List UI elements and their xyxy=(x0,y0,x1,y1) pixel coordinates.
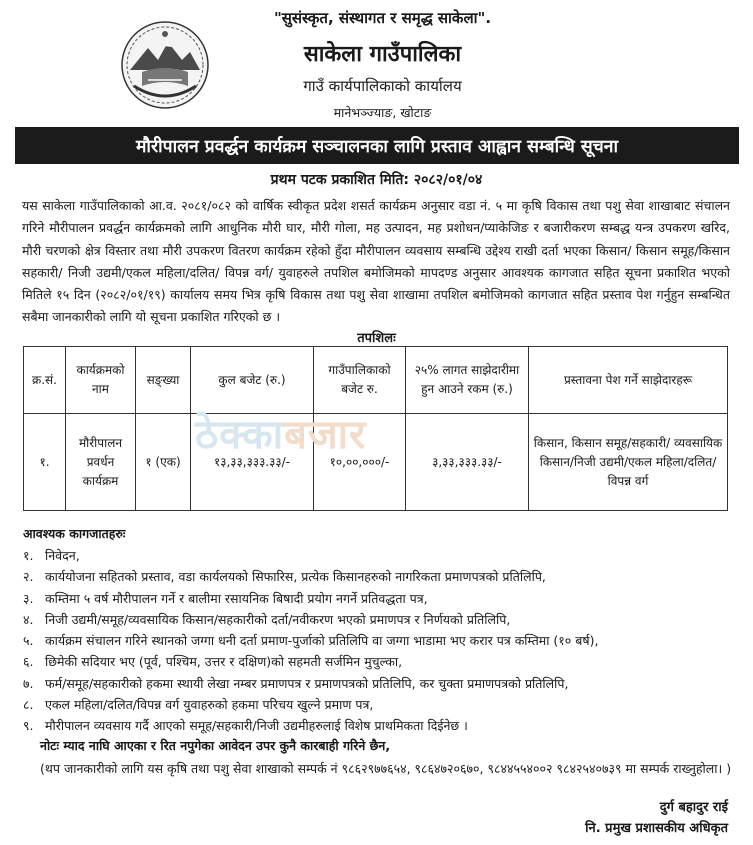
list-item-text: कार्यक्रम संचालन गरिने स्थानको जग्गा धनी दर्ता प्रमाण-पुर्जाको प्रतिलिपि वा जग्गा भाडामा भए करार पत्र कम्तिमा (१० बर्ष), xyxy=(45,633,599,649)
documents-heading: आवश्यक कागजातहरुः xyxy=(23,526,126,541)
column-header: कार्यक्रमको नाम xyxy=(66,347,136,414)
list-item-number: ८. xyxy=(23,697,34,713)
notice-banner: मौरीपालन प्रवर्द्धन कार्यक्रम सञ्चालनका लागि प्रस्ताव आह्वान सम्बन्धि सूचना xyxy=(15,127,739,164)
list-item-text: निजी उद्यमी/समूह/व्यवसायिक किसान/सहकारीको दर्ता/नवीकरण भएको प्रमाणपत्र र निर्णयको प्रतिलिपि, xyxy=(45,611,511,627)
list-item-number: ६. xyxy=(23,654,34,670)
table-cell: १ (एक) xyxy=(136,414,191,511)
list-item-number: ३. xyxy=(23,590,34,606)
program-table xyxy=(23,346,728,511)
list-item xyxy=(23,630,738,651)
office-address: मानेभञ्ज्याङ, खोटाङ xyxy=(333,105,432,120)
table-row xyxy=(24,414,728,511)
watermark-part-2: बजार xyxy=(284,412,367,458)
list-item-number: १. xyxy=(23,548,34,563)
list-item-text: कार्ययोजना सहितको प्रस्ताव, वडा कार्यलयको सिफारिस, प्रत्येक किसानहरुको नागरिकता प्रमाणपत्रको प्रतिलिपि, xyxy=(45,569,546,585)
table-cell: किसान, किसान समूह/सहकारी/ व्यवसायिक किसान/निजी उद्यमी/एकल महिला/दलित/विपन्न वर्ग xyxy=(529,414,728,511)
table-cell: ३,३३,३३३.३३/- xyxy=(406,414,529,511)
column-header: २५% लागत साझेदारीमा हुन आउने रकम (रु.) xyxy=(406,347,529,414)
list-item-number: ४. xyxy=(23,611,34,627)
list-item-text: मौरीपालन व्यवसाय गर्दै आएको समूह/सहकारी/निजी उद्यमीहरुलाई विशेष प्राथमिकता दिईनेछ । xyxy=(45,718,468,734)
column-header: सङ्ख्या xyxy=(136,347,191,414)
table-cell: १०,००,०००/- xyxy=(314,414,406,511)
list-item xyxy=(23,609,738,630)
list-item-number: ७. xyxy=(23,675,34,691)
list-item-number: ५. xyxy=(23,633,34,649)
list-item xyxy=(23,694,738,715)
table-cell: मौरीपालन प्रवर्धन कार्यक्रम xyxy=(66,414,136,511)
list-item xyxy=(23,545,738,566)
documents-list xyxy=(23,545,738,737)
list-item xyxy=(23,651,738,672)
column-header: कुल बजेट (रु.) xyxy=(191,347,314,414)
table-header-row xyxy=(24,347,728,414)
slogan: "सुसंस्कृत, संस्थागत र समृद्ध साकेला". xyxy=(273,9,492,27)
notice-body: यस साकेला गाउँपालिकाको आ.व. २०८१/०८२ को वार्षिक स्वीकृत प्रदेश शसर्त कार्यक्रम अनुसार वडा नं. ५ मा कृषि विकास तथा पशु सेवा शाखाबाट संचालन गरिने मौरीपालन प्रवर्द्धन कार्यक्रमको लागि आधुनिक मौरी घार, मौरी गोला, मह उत्पादन, मह प्रशोधन/प्याकेजिङ र बजारीकरण सम्बद्ध यन्त्र उपकरण खरिद, मौरी चरणको क्षेत्र विस्तार तथा मौरी उपकरण वितरण कार्यक्रम रहेको हुँदा मौरीपालन व्यवसाय सम्बन्धि उद्देश्य राखी दर्ता भएका किसान/ किसान समूह/किसान सहकारी/ निजी उद्यमी/एकल महिला/दलित/ विपन्न वर्ग/ युवाहरुले तपशिल बमोजिमको मापदण्ड अनुसार आवश्यक कागजात सहित सूचना प्रकाशित भएको मितिले १५ दिन (२०८२/०१/१९) कार्यालय समय भित्र कृषि विकास तथा पशु सेवा शाखामा तपशिल बमोजिमको कागजात सहित प्रस्ताव पेश गर्नुहुन सम्बन्धित सबैमा जानकारीको लागि यो सूचना प्रकाशित गरिएको छ । xyxy=(22,198,730,325)
column-header: क्र.सं. xyxy=(24,347,66,414)
table-cell: १. xyxy=(24,414,66,511)
details-label: तपशिलः xyxy=(357,331,396,346)
note: नोटः म्याद नाघि आएका र रित नपुगेका आवेदन उपर कुनै कारबाही गरिने छैन, xyxy=(40,738,391,753)
column-header: गाउँपालिकाको बजेट रु. xyxy=(314,347,406,414)
column-header: प्रस्तावना पेश गर्ने साझेदारहरू xyxy=(529,347,728,414)
signer-title: नि. प्रमुख प्रशासकीय अधिकृत xyxy=(585,821,728,836)
list-item-number: २. xyxy=(23,569,34,585)
table-cell: १३,३३,३३३.३३/- xyxy=(191,414,314,511)
list-item xyxy=(23,715,738,736)
list-item-text: छिमेकी सदियार भए (पूर्व, पश्चिम, उत्तर र दक्षिण)को सहमती सर्जमिन मुचुल्का, xyxy=(45,654,403,670)
list-item-text: एकल महिला/दलित/विपन्न वर्ग युवाहरुको हकमा परिचय खुल्ने प्रमाण पत्र, xyxy=(45,697,374,713)
signer-name: दुर्ग बहादुर राई xyxy=(659,800,728,815)
list-item-text: निवेदन, xyxy=(45,548,80,563)
list-item xyxy=(23,588,738,609)
watermark-part-1: ठेक्का xyxy=(195,412,285,458)
contact-info: (थप जानकारीको लागि यस कृषि तथा पशु सेवा शाखाको सम्पर्क नं ९८६२९७७६५४, ९८६४७२०६७०, ९८४४५५४००२ ९८४२५४०७३९ मा सम्पर्क राख्नुहोला। ) xyxy=(40,761,732,776)
list-item xyxy=(23,673,738,694)
list-item xyxy=(23,566,738,587)
list-item-text: फर्म/समूह/सहकारीको हकमा स्थायी लेखा नम्बर प्रमाणपत्र र प्रमाणपत्रको प्रतिलिपि, कर चुक्ता प्रमाणपत्रको प्रतिलिपि, xyxy=(45,675,569,691)
municipality-title: साकेला गाउँपालिका xyxy=(303,42,462,67)
office-subtitle: गाउँ कार्यपालिकाको कार्यालय xyxy=(303,77,462,95)
list-item-number: ९. xyxy=(23,718,34,734)
list-item-text: कम्तिमा ५ वर्ष मौरीपालन गर्ने र बालीमा रसायनिक बिषादी प्रयोग नगर्ने प्रतिवद्धता पत्र, xyxy=(45,590,428,606)
published-date: प्रथम पटक प्रकाशित मिति: २०८२/०१/०४ xyxy=(270,172,483,188)
